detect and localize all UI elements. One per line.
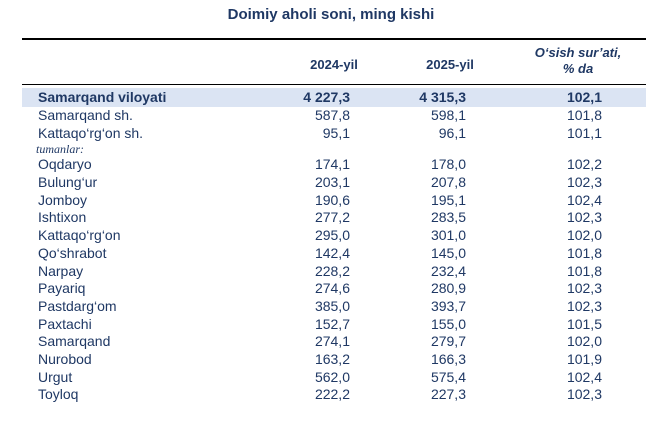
value-2025: 232,4 [430, 262, 466, 279]
column-header-2024: 2024-yil [310, 57, 358, 72]
value-growth: 102,3 [566, 297, 602, 314]
value-2025: 301,0 [430, 227, 466, 244]
district-row [22, 333, 646, 351]
value-growth: 102,2 [566, 156, 602, 173]
value-2025: 4 315,3 [419, 89, 466, 105]
row-name: Kattaqo‘rg‘on [38, 227, 121, 244]
value-2025: 227,3 [430, 386, 466, 403]
value-growth: 102,3 [566, 386, 602, 403]
value-2024: 277,2 [314, 209, 350, 226]
row-name: Urgut [38, 368, 73, 385]
value-growth: 102,3 [566, 280, 602, 297]
column-header-growth [510, 45, 646, 77]
value-2024: 228,2 [314, 262, 350, 279]
value-2024: 274,1 [314, 333, 350, 350]
value-growth: 101,8 [566, 244, 602, 261]
row-name: Jomboy [38, 191, 88, 208]
column-header-growth-line1: O‘sish sur’ati, [534, 45, 622, 60]
value-2025: 96,1 [438, 124, 466, 141]
value-growth: 102,0 [566, 227, 602, 244]
value-growth: 102,4 [566, 191, 602, 208]
district-row [22, 386, 646, 404]
table-title: Doimiy aholi soni, ming kishi [227, 6, 435, 23]
value-2025: 279,7 [430, 333, 466, 350]
row-name: Samarqand viloyati [38, 89, 167, 105]
row-name: Pastdarg‘om [38, 297, 117, 314]
district-row [22, 351, 646, 369]
value-2025: 280,9 [430, 280, 466, 297]
value-growth: 102,0 [566, 333, 602, 350]
value-2025: 598,1 [430, 107, 466, 123]
value-2024: 95,1 [322, 124, 350, 141]
value-2024: 152,7 [314, 315, 350, 332]
value-growth: 102,4 [566, 368, 602, 385]
districts-label-row [22, 142, 646, 156]
district-row [22, 174, 646, 192]
district-row [22, 298, 646, 316]
population-table [22, 38, 646, 404]
value-growth: 101,9 [566, 350, 602, 367]
row-name: Toyloq [38, 386, 79, 403]
column-header-2025: 2025-yil [426, 57, 474, 72]
value-growth: 101,5 [566, 315, 602, 332]
row-name: Kattaqo‘rg‘on sh. [38, 124, 144, 141]
district-row [22, 245, 646, 263]
value-2024: 4 227,3 [303, 89, 350, 105]
value-2024: 163,2 [314, 350, 350, 367]
value-2025: 155,0 [430, 315, 466, 332]
column-header-growth-line2: % da [562, 61, 594, 76]
city-row [22, 125, 646, 143]
district-row [22, 280, 646, 298]
value-2025: 178,0 [430, 156, 466, 173]
value-2024: 274,6 [314, 280, 350, 297]
row-name: Narpay [38, 262, 84, 279]
value-2024: 174,1 [314, 156, 350, 173]
value-2024: 203,1 [314, 174, 350, 191]
row-name: Samarqand sh. [38, 107, 133, 123]
district-rows [22, 156, 646, 404]
district-row [22, 369, 646, 387]
row-name: Qo‘shrabot [38, 244, 107, 261]
value-2024: 190,6 [314, 191, 350, 208]
value-growth: 102,3 [566, 209, 602, 226]
district-row [22, 227, 646, 245]
districts-label: tumanlar: [36, 142, 84, 157]
row-name: Samarqand [38, 333, 111, 350]
value-2025: 195,1 [430, 191, 466, 208]
value-growth: 101,8 [566, 262, 602, 279]
value-growth: 102,1 [566, 89, 602, 105]
value-2024: 385,0 [314, 297, 350, 314]
value-2024: 142,4 [314, 244, 350, 261]
value-2024: 222,2 [314, 386, 350, 403]
value-2024: 587,8 [314, 107, 350, 123]
city-rows [22, 107, 646, 142]
value-growth: 101,8 [566, 107, 602, 123]
value-2025: 283,5 [430, 209, 466, 226]
district-row [22, 263, 646, 281]
value-2024: 562,0 [314, 368, 350, 385]
value-2025: 393,7 [430, 297, 466, 314]
district-row [22, 209, 646, 227]
value-2025: 166,3 [430, 350, 466, 367]
row-name: Nurobod [38, 350, 92, 367]
district-row [22, 316, 646, 334]
district-row [22, 192, 646, 210]
city-row [22, 107, 646, 125]
value-growth: 102,3 [566, 174, 602, 191]
table-header-row [22, 40, 646, 85]
row-name: Oqdaryo [38, 156, 92, 173]
row-name: Payariq [38, 280, 86, 297]
row-name: Bulung‘ur [38, 174, 98, 191]
row-name: Paxtachi [38, 315, 92, 332]
district-row [22, 156, 646, 174]
value-2024: 295,0 [314, 227, 350, 244]
value-2025: 575,4 [430, 368, 466, 385]
value-2025: 145,0 [430, 244, 466, 261]
value-growth: 101,1 [566, 124, 602, 141]
value-2025: 207,8 [430, 174, 466, 191]
row-name: Ishtixon [38, 209, 87, 226]
region-total-row [22, 88, 646, 107]
